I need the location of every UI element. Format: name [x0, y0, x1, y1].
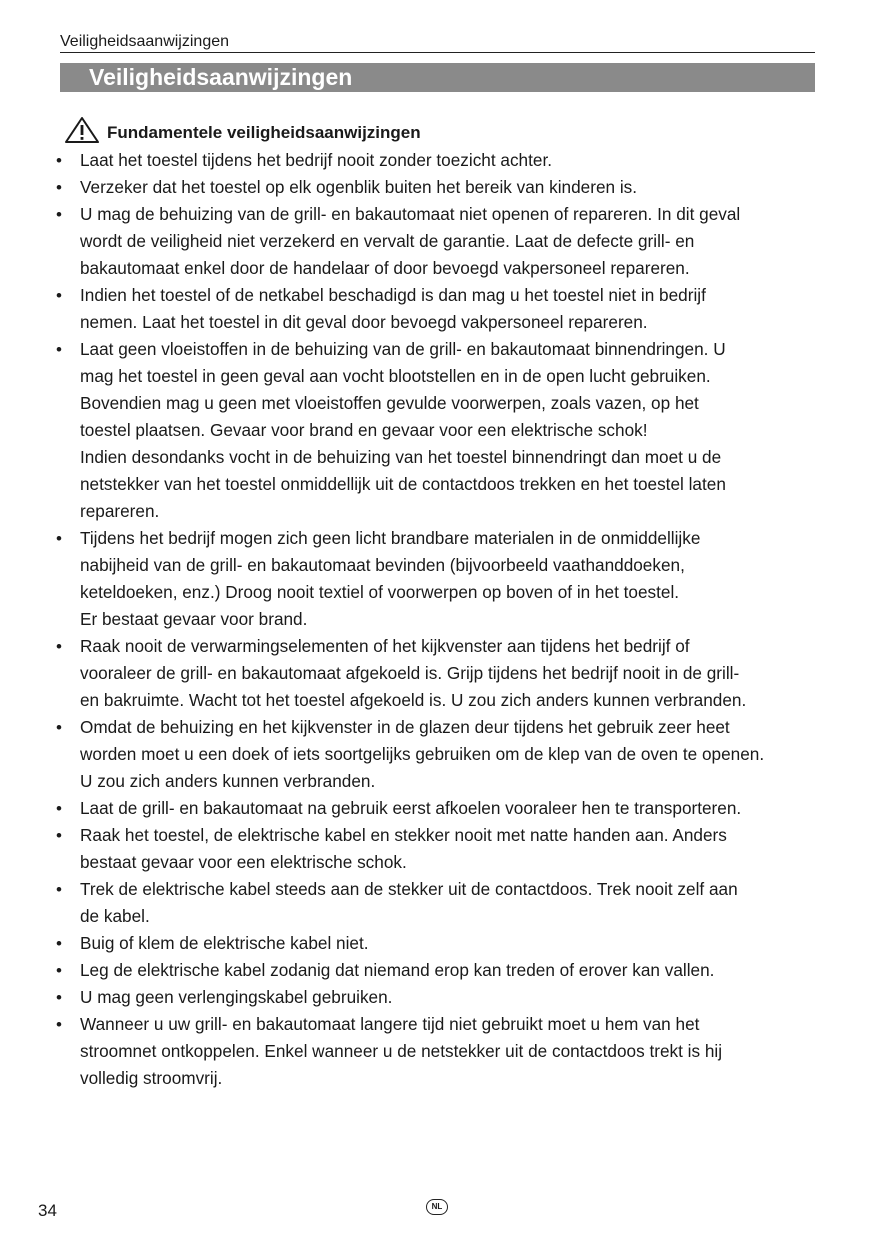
list-item — [54, 282, 824, 336]
list-item-line: worden moet u een doek of iets soortgelijks gebruiken om de klep van de oven te openen. — [80, 744, 765, 764]
list-item-line: en bakruimte. Wacht tot het toestel afgekoeld is. U zou zich anders kunnen verbranden. — [80, 690, 747, 710]
list-item-line: • Raak het toestel, de elektrische kabel en stekker nooit met natte handen aan. Anders — [80, 825, 727, 845]
warning-triangle-icon — [64, 116, 100, 144]
list-item — [54, 336, 824, 525]
list-item — [54, 957, 824, 984]
list-item-line: bakautomaat enkel door de handelaar of door bevoegd vakpersoneel repareren. — [80, 258, 690, 278]
title-bar — [60, 63, 815, 92]
list-item-line: • Wanneer u uw grill- en bakautomaat langere tijd niet gebruikt moet u hem van het — [80, 1014, 700, 1034]
list-item-line: bestaat gevaar voor een elektrische schok. — [80, 852, 407, 872]
running-header: Veiligheidsaanwijzingen — [60, 33, 815, 53]
list-item — [54, 1011, 824, 1092]
list-item-line: Bovendien mag u geen met vloeistoffen gevulde voorwerpen, zoals vazen, op het — [80, 393, 699, 413]
list-item-line: toestel plaatsen. Gevaar voor brand en gevaar voor een elektrische schok! — [80, 420, 648, 440]
list-item-line: repareren. — [80, 501, 160, 521]
list-item-line: • Tijdens het bedrijf mogen zich geen licht brandbare materialen in de onmiddellijke — [80, 528, 701, 548]
list-item — [54, 984, 824, 1011]
list-item — [54, 147, 824, 174]
list-item — [54, 876, 824, 930]
list-item — [54, 525, 824, 633]
list-item-line: mag het toestel in geen geval aan vocht blootstellen en in de open lucht gebruiken. — [80, 366, 711, 386]
list-item-line: stroomnet ontkoppelen. Enkel wanneer u de netstekker uit de contactdoos trekt is hij — [80, 1041, 723, 1061]
list-item-line: • Indien het toestel of de netkabel beschadigd is dan mag u het toestel niet in bedrijf — [80, 285, 706, 305]
list-item — [54, 795, 824, 822]
list-item-line: netstekker van het toestel onmiddellijk uit de contactdoos trekken en het toestel laten — [80, 474, 726, 494]
language-badge: NL — [426, 1199, 448, 1215]
list-item-line: • Buig of klem de elektrische kabel niet. — [80, 933, 369, 953]
list-item-line: • Laat de grill- en bakautomaat na gebruik eerst afkoelen vooraleer hen te transporteren. — [80, 798, 742, 818]
section-heading — [64, 116, 421, 144]
list-item-line: • Laat het toestel tijdens het bedrijf nooit zonder toezicht achter. — [80, 150, 553, 170]
list-item — [54, 930, 824, 957]
list-item-line: • Trek de elektrische kabel steeds aan de stekker uit de contactdoos. Trek nooit zelf aan — [80, 879, 738, 899]
list-item-line: keteldoeken, enz.) Droog nooit textiel of voorwerpen op boven of in het toestel. — [80, 582, 680, 602]
list-item-line: • Raak nooit de verwarmingselementen of het kijkvenster aan tijdens het bedrijf of — [80, 636, 690, 656]
list-item — [54, 201, 824, 282]
list-item — [54, 714, 824, 795]
page-title: Veiligheidsaanwijzingen — [89, 64, 353, 90]
list-item-line: • Omdat de behuizing en het kijkvenster in de glazen deur tijdens het gebruik zeer heet — [80, 717, 730, 737]
list-item-line: • Laat geen vloeistoffen in de behuizing van de grill- en bakautomaat binnendringen. U — [80, 339, 726, 359]
list-item — [54, 822, 824, 876]
list-item-line: • Leg de elektrische kabel zodanig dat niemand erop kan treden of erover kan vallen. — [80, 960, 715, 980]
list-item-line: wordt de veiligheid niet verzekerd en vervalt de garantie. Laat de defecte grill- en — [80, 231, 695, 251]
list-item-line: vooraleer de grill- en bakautomaat afgekoeld is. Grijp tijdens het bedrijf nooit in de grill- — [80, 663, 740, 683]
section-heading-label: Fundamentele veiligheidsaanwijzingen — [107, 123, 421, 142]
page-number: 34 — [38, 1201, 57, 1220]
list-item-line: • Verzeker dat het toestel op elk ogenblik buiten het bereik van kinderen is. — [80, 177, 638, 197]
list-item-line: Indien desondanks vocht in de behuizing van het toestel binnendringt dan moet u de — [80, 447, 722, 467]
list-item — [54, 633, 824, 714]
list-item-line: Er bestaat gevaar voor brand. — [80, 609, 308, 629]
list-item-line: nabijheid van de grill- en bakautomaat bevinden (bijvoorbeeld vaathanddoeken, — [80, 555, 685, 575]
list-item-line: nemen. Laat het toestel in dit geval door bevoegd vakpersoneel repareren. — [80, 312, 648, 332]
safety-rules-list — [54, 147, 824, 1092]
list-item-line: • U mag geen verlengingskabel gebruiken. — [80, 987, 393, 1007]
list-item-line: U zou zich anders kunnen verbranden. — [80, 771, 376, 791]
list-item-line: de kabel. — [80, 906, 150, 926]
list-item — [54, 174, 824, 201]
list-item-line: • U mag de behuizing van de grill- en bakautomaat niet openen of repareren. In dit geval — [80, 204, 741, 224]
list-item-line: volledig stroomvrij. — [80, 1068, 223, 1088]
